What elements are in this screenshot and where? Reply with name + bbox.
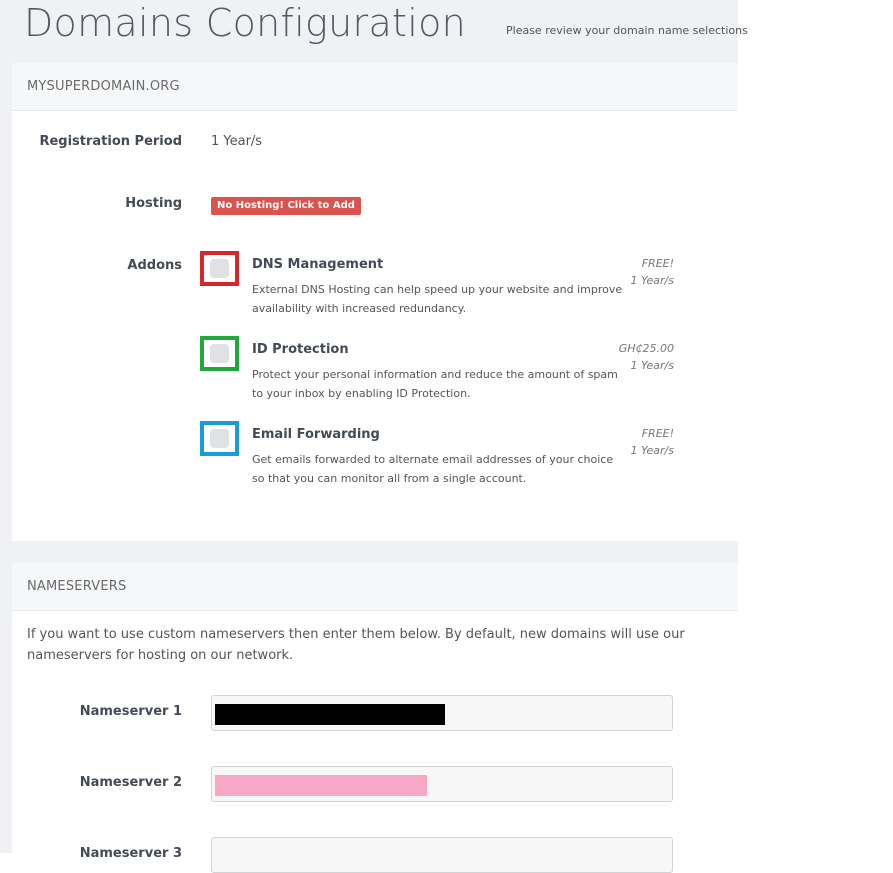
email-forwarding-checkbox[interactable] — [210, 429, 229, 448]
addon-price-value: GH₵25.00 — [618, 342, 674, 355]
addons-label: Addons — [127, 258, 182, 273]
addon-description: External DNS Hosting can help speed up your website and improve availability with increased redundancy. — [252, 283, 623, 315]
addon-dns-management — [200, 251, 680, 331]
registration-period-label: Registration Period — [39, 134, 182, 149]
nameserver-1-label: Nameserver 1 — [79, 704, 182, 719]
addon-price-value: FREE! — [641, 257, 674, 270]
registration-period-value: 1 Year/s — [211, 134, 263, 149]
addon-price-period: 1 Year/s — [630, 359, 674, 372]
page-title: Domains Configuration — [24, 1, 467, 45]
domain-panel — [12, 63, 738, 541]
hosting-label: Hosting — [125, 196, 182, 211]
nameserver-3-input[interactable] — [211, 837, 673, 873]
addon-price-value: FREE! — [641, 427, 674, 440]
nameservers-panel — [12, 563, 738, 863]
redacted-value — [215, 775, 427, 796]
addon-highlight-box — [200, 336, 239, 371]
page-subtitle: Please review your domain name selections — [506, 24, 748, 37]
dns-management-checkbox[interactable] — [210, 259, 229, 278]
addon-price-period: 1 Year/s — [630, 444, 674, 457]
nameservers-heading: NAMESERVERS — [27, 579, 127, 594]
addon-description: Get emails forwarded to alternate email addresses of your choice so that you can monitor all from a single account. — [252, 453, 614, 485]
addon-highlight-box — [200, 421, 239, 456]
id-protection-checkbox[interactable] — [210, 344, 229, 363]
addon-title: ID Protection — [252, 342, 349, 357]
addon-id-protection — [200, 336, 680, 416]
nameserver-3-label: Nameserver 3 — [79, 846, 182, 861]
addon-price — [631, 255, 674, 289]
addon-highlight-box — [200, 251, 239, 286]
nameserver-2-input[interactable] — [211, 766, 673, 802]
addon-price — [631, 425, 674, 459]
addon-email-forwarding — [200, 421, 680, 501]
addon-description: Protect your personal information and reduce the amount of spam to your inbox by enabling ID Protection. — [252, 368, 618, 400]
addon-title: DNS Management — [252, 257, 384, 272]
domain-panel-heading — [12, 63, 738, 111]
nameserver-2-label: Nameserver 2 — [79, 775, 182, 790]
addon-title: Email Forwarding — [252, 427, 380, 442]
addon-price — [619, 340, 674, 374]
nameservers-panel-heading — [12, 563, 738, 611]
nameserver-1-input[interactable] — [211, 695, 673, 731]
nameservers-intro: If you want to use custom nameservers then enter them below. By default, new domains will use our nameservers for hosting on our network. — [27, 627, 685, 663]
redacted-value — [215, 704, 445, 725]
addon-price-period: 1 Year/s — [630, 274, 674, 287]
add-hosting-button[interactable]: No Hosting! Click to Add — [211, 197, 361, 215]
domain-name: MYSUPERDOMAIN.ORG — [27, 79, 180, 94]
